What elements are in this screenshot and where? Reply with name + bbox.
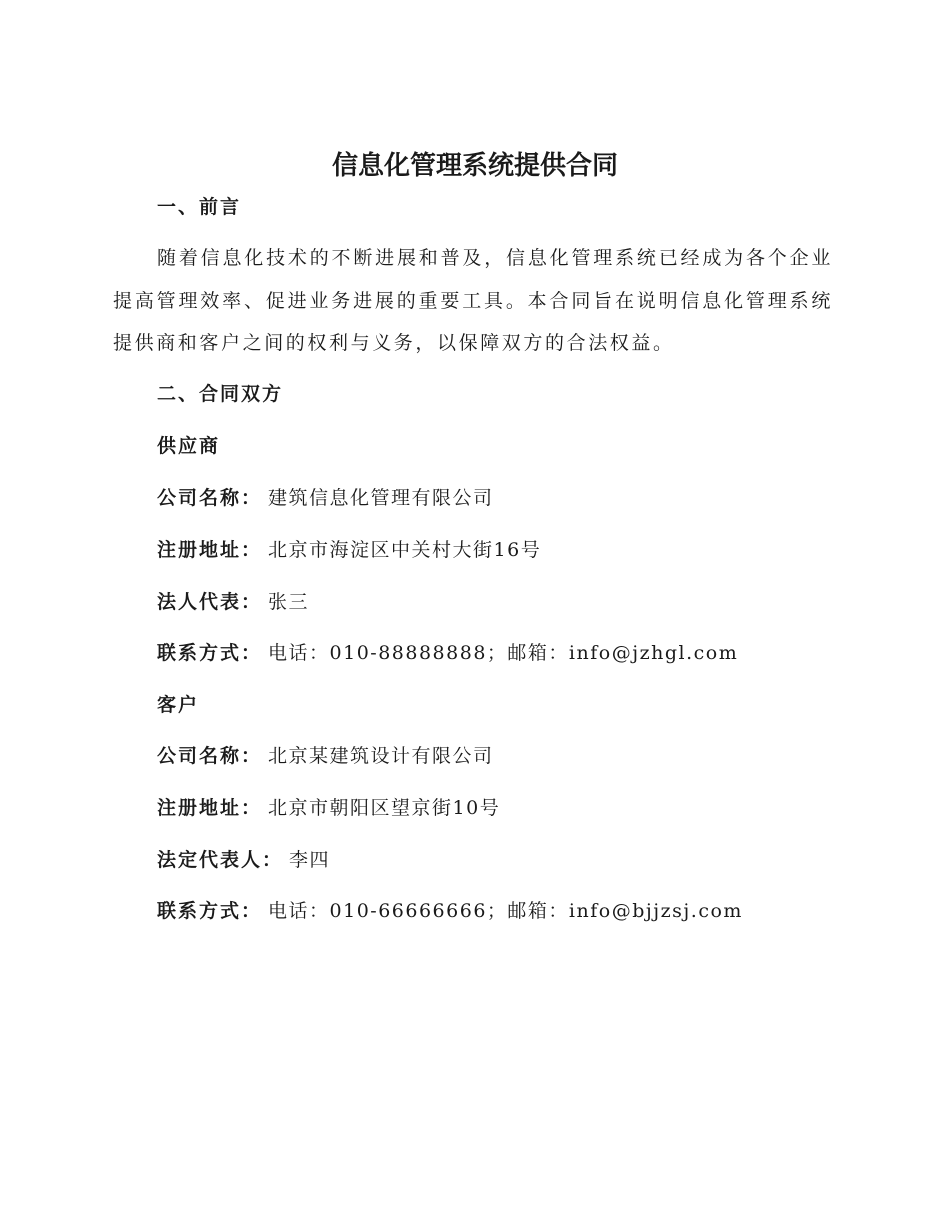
supplier-company-label: 公司名称：	[157, 487, 263, 509]
supplier-company-value: 建筑信息化管理有限公司	[268, 487, 494, 509]
supplier-rep-row	[157, 587, 309, 617]
supplier-rep-label: 法人代表：	[157, 591, 263, 613]
supplier-contact-label: 联系方式：	[157, 642, 263, 664]
client-contact-value: 电话：010-66666666；邮箱：info@bjjzsj.com	[268, 900, 743, 922]
client-rep-row	[157, 845, 330, 875]
client-contact-row	[157, 896, 743, 926]
document-title: 信息化管理系统提供合同	[331, 151, 618, 181]
client-rep-value: 李四	[289, 849, 331, 871]
client-address-value: 北京市朝阳区望京街10号	[268, 797, 501, 819]
client-company-value: 北京某建筑设计有限公司	[268, 745, 494, 767]
section-heading-parties: 二、合同双方	[157, 383, 284, 405]
section-heading-preface: 一、前言	[157, 196, 242, 218]
supplier-rep-value: 张三	[268, 591, 310, 613]
client-address-label: 注册地址：	[157, 797, 263, 819]
supplier-contact-row	[157, 638, 738, 668]
client-contact-label: 联系方式：	[157, 900, 263, 922]
supplier-address-row	[157, 535, 541, 565]
supplier-heading: 供应商	[157, 435, 221, 457]
client-rep-label: 法定代表人：	[157, 849, 284, 871]
client-company-row	[157, 741, 494, 771]
supplier-address-label: 注册地址：	[157, 539, 263, 561]
supplier-address-value: 北京市海淀区中关村大街16号	[268, 539, 542, 561]
supplier-company-row	[157, 483, 494, 513]
supplier-contact-value: 电话：010-88888888；邮箱：info@jzhgl.com	[268, 642, 739, 664]
preface-paragraph: 随着信息化技术的不断进展和普及，信息化管理系统已经成为各个企业提高管理效率、促进业务进展的重要工具。本合同旨在说明信息化管理系统提供商和客户之间的权利与义务，以保障双方的合法权益。	[113, 247, 833, 354]
client-heading: 客户	[157, 694, 200, 716]
client-company-label: 公司名称：	[157, 745, 263, 767]
client-address-row	[157, 793, 500, 823]
